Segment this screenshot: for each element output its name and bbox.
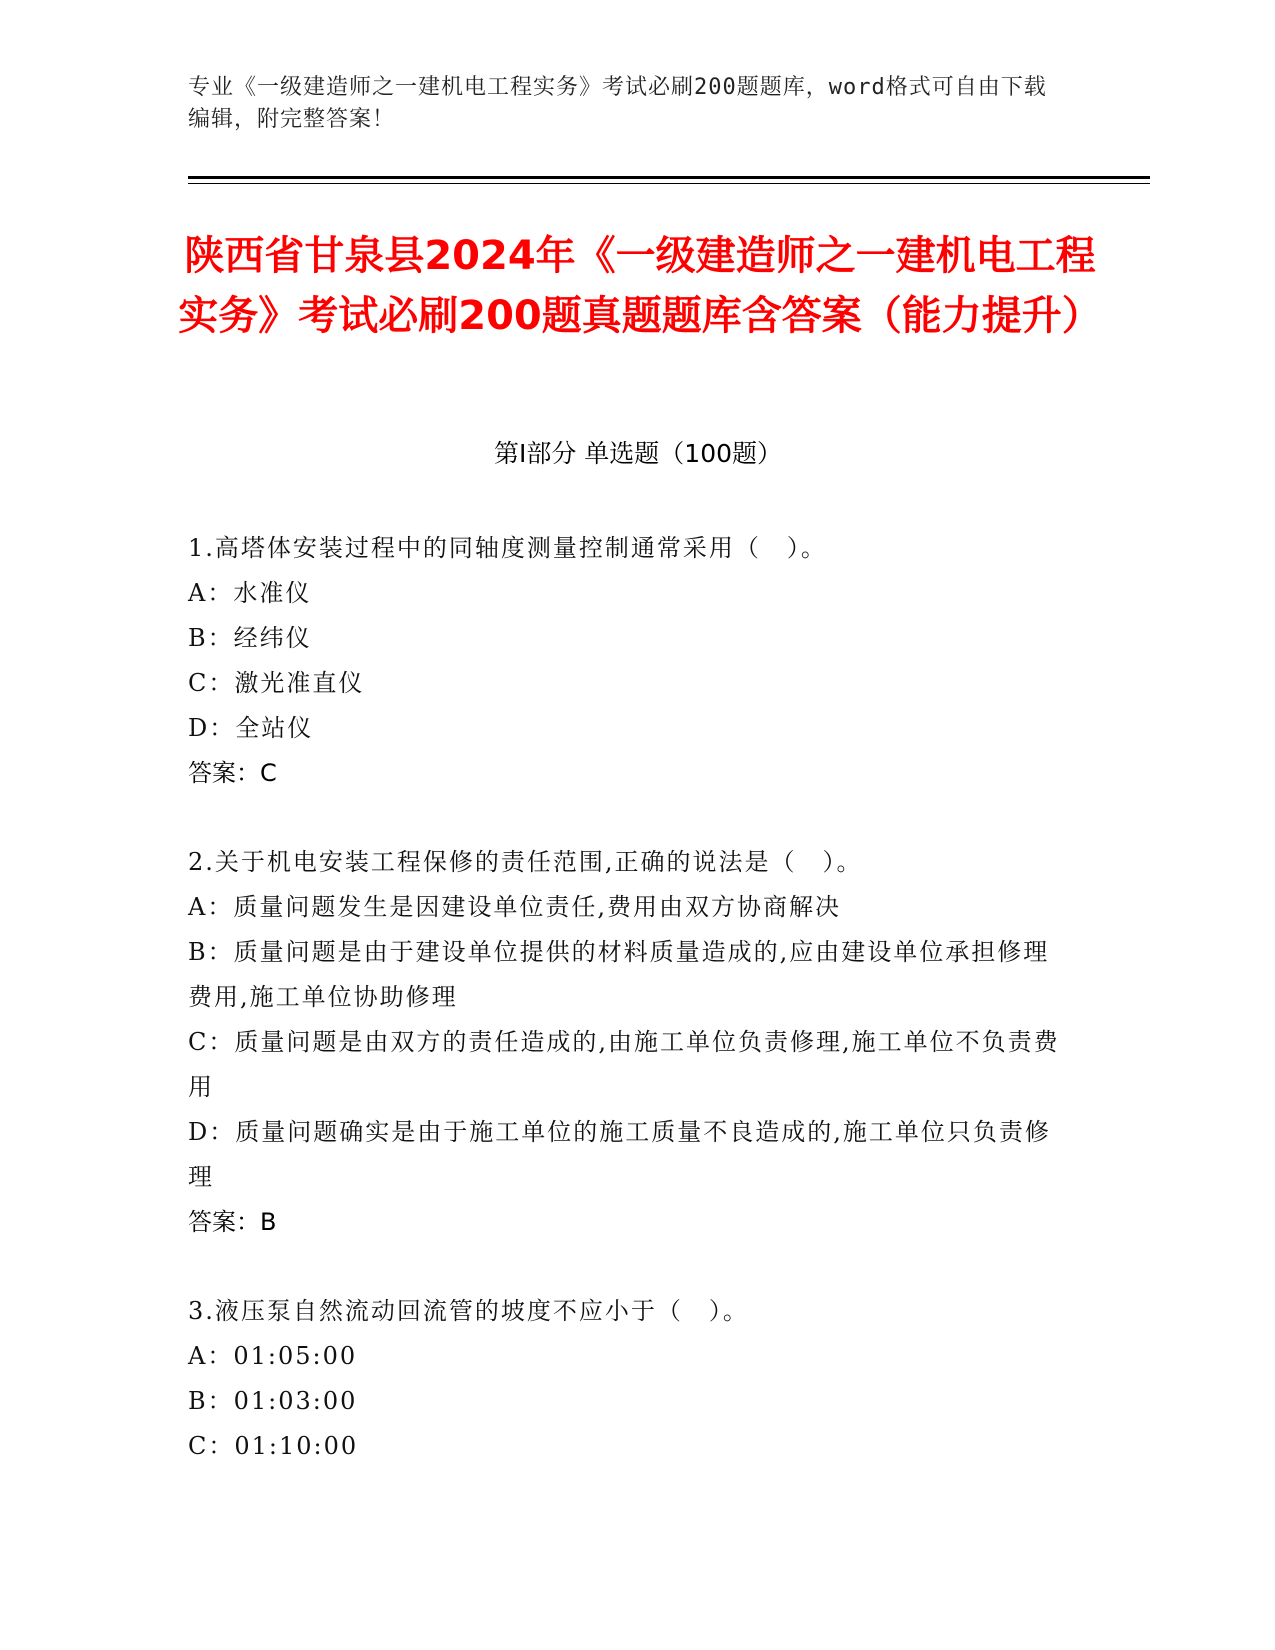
option-d: D：质量问题确实是由于施工单位的施工质量不良造成的,施工单位只负责修理 (188, 1118, 1051, 1191)
option-d: D：全站仪 (188, 714, 314, 742)
header-note: 专业《一级建造师之一建机电工程实务》考试必刷200题题库，word格式可自由下载编辑，附完整答案！ (188, 75, 1047, 132)
option-c: C：质量问题是由双方的责任造成的,由施工单位负责修理,施工单位不负责费用 (188, 1028, 1060, 1101)
question-3 (188, 1289, 1068, 1469)
question-1 (188, 526, 1068, 796)
option-a: A：质量问题发生是因建设单位责任,费用由双方协商解决 (188, 893, 841, 921)
section-title: 第Ⅰ部分 单选题（100题） (493, 439, 783, 468)
option-c: C：01:10:00 (188, 1432, 359, 1460)
question-list (188, 526, 1068, 1513)
option-a: A：水准仪 (188, 579, 312, 607)
question-stem: 3.液压泵自然流动回流管的坡度不应小于（ ）。 (188, 1297, 749, 1325)
answer: 答案：C (188, 759, 277, 787)
header-divider-thin (188, 183, 1150, 184)
question-2 (188, 840, 1068, 1245)
option-b: B：01:03:00 (188, 1387, 358, 1415)
option-b: B：经纬仪 (188, 624, 312, 652)
question-stem: 2.关于机电安装工程保修的责任范围,正确的说法是（ ）。 (188, 848, 863, 876)
header-divider-thick (188, 176, 1150, 179)
option-a: A：01:05:00 (188, 1342, 358, 1370)
option-b: B：质量问题是由于建设单位提供的材料质量造成的,应由建设单位承担修理费用,施工单位协助修理 (188, 938, 1050, 1011)
question-stem: 1.高塔体安装过程中的同轴度测量控制通常采用（ ）。 (188, 534, 827, 562)
document-title: 陕西省甘泉县2024年《一级建造师之一建机电工程实务》考试必刷200题真题题库含答案（能力提升） (178, 233, 1102, 339)
answer: 答案：B (188, 1208, 277, 1236)
option-c: C：激光准直仪 (188, 669, 365, 697)
